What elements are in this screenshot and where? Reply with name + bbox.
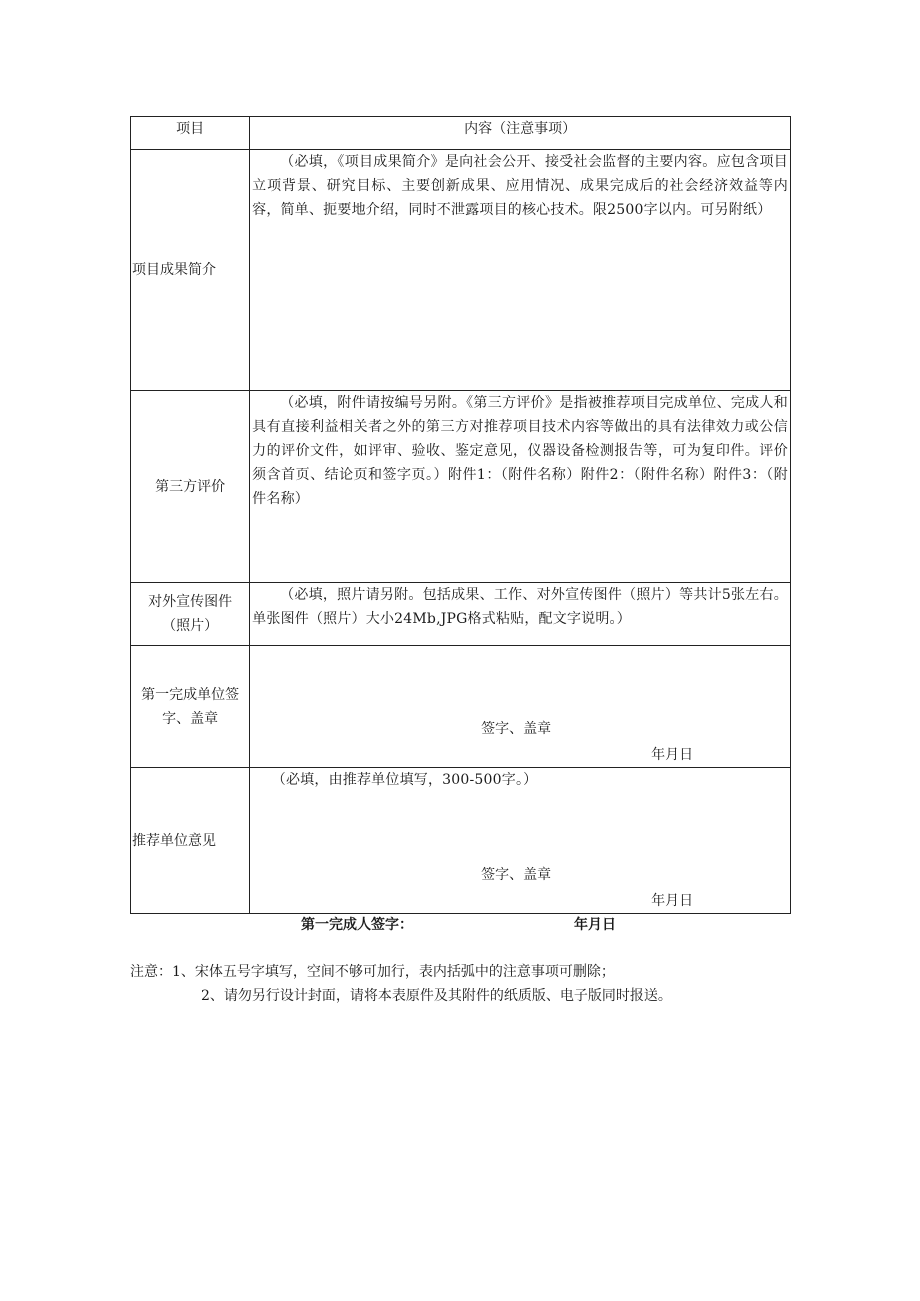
- row-label: 推荐单位意见: [132, 832, 216, 849]
- row-label: 第一完成单位签字、盖章: [141, 686, 240, 727]
- label-cell: [131, 583, 250, 646]
- footer-date: 年月日: [574, 917, 616, 933]
- row-recommending-unit-opinion: [131, 768, 791, 914]
- label-cell: [131, 391, 250, 583]
- content-cell[interactable]: [250, 768, 791, 914]
- label-cell: [131, 150, 250, 391]
- row-content: （必填，照片请另附。包括成果、工作、对外宣传图件（照片）等共计5张左右。单张图件（照片）大小24Mb,JPG格式粘贴，配文字说明。）: [252, 587, 788, 627]
- content-cell[interactable]: [250, 583, 791, 646]
- row-label: 项目成果简介: [132, 262, 216, 278]
- signature-stamp-label: 签字、盖章: [481, 867, 552, 883]
- first-completer-signature-label: 第一完成人签字：: [301, 917, 413, 933]
- row-label: 对外宣传图件（照片）: [148, 594, 233, 634]
- date-label: 年月日: [651, 893, 694, 909]
- header-content: 内容（注意事项）: [250, 117, 791, 150]
- label-cell: [131, 646, 250, 768]
- row-publicity-images: [131, 583, 791, 646]
- row-third-party-evaluation: [131, 391, 791, 583]
- project-form-table: [130, 116, 791, 914]
- row-label: 第三方评价: [155, 478, 226, 495]
- row-content: （必填，附件请按编号另附。《第三方评价》是指被推荐项目完成单位、完成人和具有直接利益相关者之外的第三方对推荐项目技术内容等做出的具有法律效力或公信力的评价文件，如评审、验收、鉴定意见，仪器设备检测报告等，可为复印件。评价须含首页、结论页和签字页。）附件1：（附件名称）附件2：（附件名称）附件3：（附件名称）: [252, 395, 788, 507]
- row-first-unit-signature: [131, 646, 791, 768]
- row-content: （必填，由推荐单位填写，300-500字。）: [271, 772, 538, 788]
- content-cell[interactable]: [250, 646, 791, 768]
- content-cell[interactable]: [250, 391, 791, 583]
- table-header-row: [131, 117, 791, 150]
- row-content: （必填，《项目成果简介》是向社会公开、接受社会监督的主要内容。应包含项目立项背景、研究目标、主要创新成果、应用情况、成果完成后的社会经济效益等内容，简单、扼要地介绍，同时不泄露项目的核心技术。限2500字以内。可另附纸）: [252, 154, 788, 218]
- date-label: 年月日: [651, 747, 694, 763]
- label-cell: [131, 768, 250, 914]
- row-project-summary: [131, 150, 791, 391]
- note-line-2: 2、请勿另行设计封面，请将本表原件及其附件的纸质版、电子版同时报送。: [201, 988, 672, 1004]
- header-project: 项目: [131, 117, 250, 150]
- signature-stamp-label: 签字、盖章: [481, 721, 552, 737]
- content-cell[interactable]: [250, 150, 791, 391]
- note-line-1: 注意：1、宋体五号字填写，空间不够可加行，表内括弧中的注意事项可删除；: [130, 964, 615, 980]
